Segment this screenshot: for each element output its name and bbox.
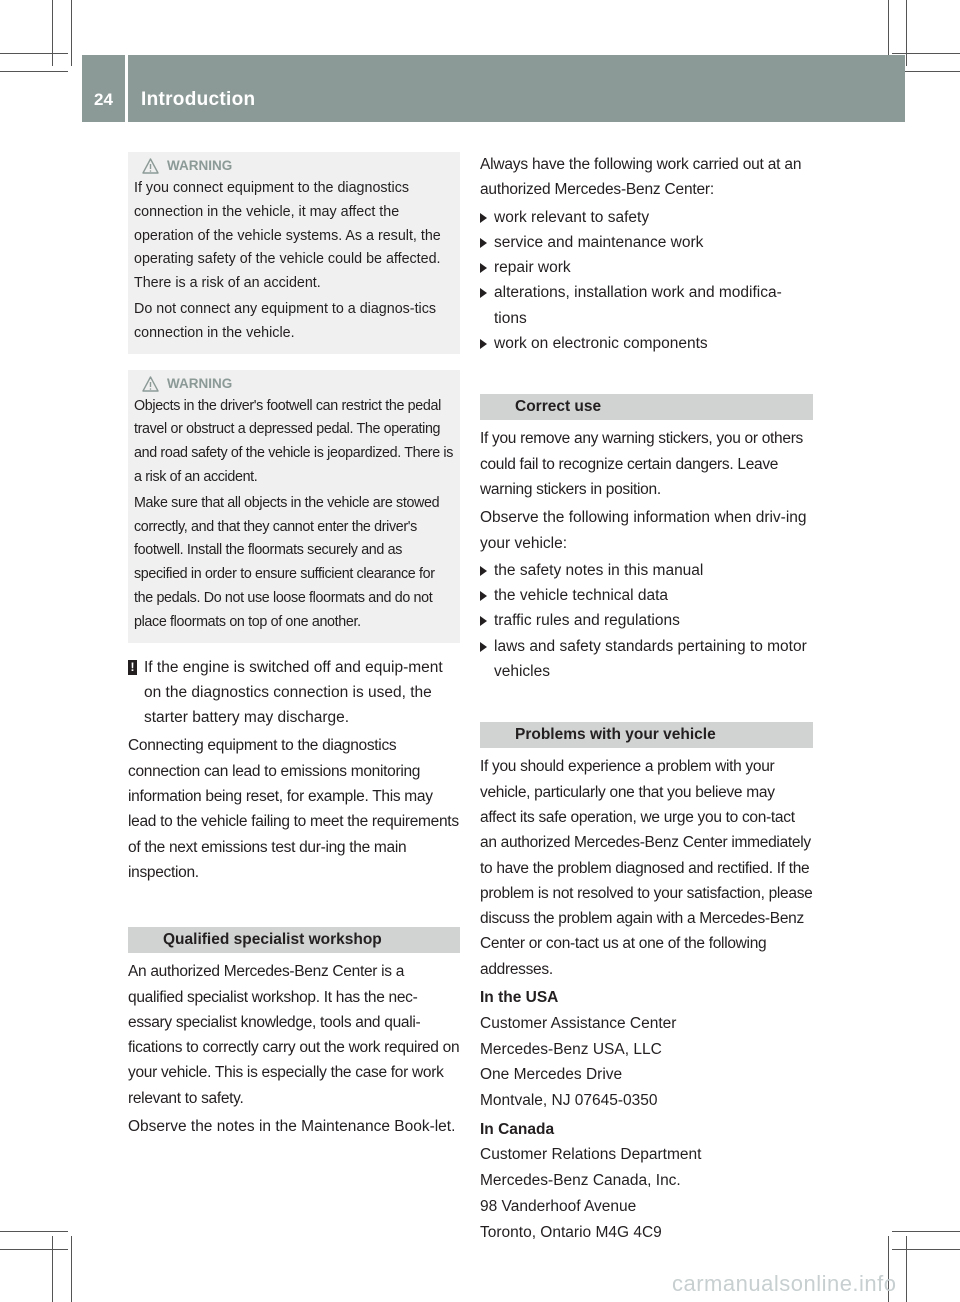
body-paragraph: If you remove any warning stickers, you or others could fail to recognize certain dangers. Leave warning stickers in position.: [480, 430, 804, 498]
list-item: work on electronic components: [480, 331, 813, 356]
crop-mark: [906, 1236, 907, 1302]
list-item: the safety notes in this manual: [480, 558, 813, 583]
crop-mark: [892, 53, 960, 54]
address-line: Toronto, Ontario M4G 4C9: [480, 1223, 662, 1241]
warning-title: [134, 155, 454, 177]
body-paragraph: Observe the following information when driv-ing your vehicle:: [480, 509, 807, 552]
section-heading: Problems with your vehicle: [480, 722, 813, 748]
page-number: 24: [94, 90, 113, 109]
warning-text: Objects in the driver's footwell can restrict the pedal travel or obstruct a depressed pedal. The operating and road safety of the vehicle is jeopardized. There is a risk of an accident.: [134, 397, 454, 485]
warning-box: [128, 370, 460, 643]
address-line: Montvale, NJ 07645-0350: [480, 1092, 658, 1110]
list-item: alterations, installation work and modifica-tions: [480, 280, 813, 331]
address-line: Customer Relations Department: [480, 1146, 702, 1164]
address-line: Mercedes-Benz USA, LLC: [480, 1040, 662, 1058]
address-heading: In the USA: [480, 989, 559, 1007]
bullet-list: [480, 205, 813, 357]
address-line: One Mercedes Drive: [480, 1066, 623, 1084]
crop-mark: [0, 53, 68, 54]
body-paragraph: Observe the notes in the Maintenance Book-let.: [128, 1118, 456, 1135]
crop-mark: [52, 0, 53, 66]
exclamation-icon: !: [128, 660, 137, 675]
address-heading: In Canada: [480, 1120, 555, 1138]
list-item: laws and safety standards pertaining to motor vehicles: [480, 634, 813, 685]
watermark: carmanualsonline.info: [672, 1271, 897, 1296]
list-item: the vehicle technical data: [480, 583, 813, 608]
warning-triangle-icon: [142, 376, 159, 392]
list-item: traffic rules and regulations: [480, 608, 813, 633]
page-title: Introduction: [141, 89, 256, 110]
crop-mark: [71, 1236, 72, 1302]
crop-mark: [0, 1231, 68, 1232]
warning-text: If you connect equipment to the diagnostics connection in the vehicle, it may affect the operation of the vehicle systems. As a result, the operating safety of the vehicle could be affected. There is a risk of an accident.: [134, 180, 441, 292]
warning-text: Do not connect any equipment to a diagnos-tics connection in the vehicle.: [134, 300, 437, 341]
body-paragraph: Always have the following work carried out at an authorized Mercedes-Benz Center:: [480, 156, 802, 199]
notice-text: If the engine is switched off and equip-ment on the diagnostics connection is used, the starter battery may discharge.: [144, 658, 443, 727]
warning-title-text: WARNING: [167, 375, 233, 391]
bullet-list: [480, 558, 813, 684]
section-heading: Qualified specialist workshop: [128, 927, 460, 953]
notice: [128, 655, 460, 731]
crop-mark: [0, 71, 68, 72]
address-line: 98 Vanderhoof Avenue: [480, 1197, 637, 1215]
warning-text: Make sure that all objects in the vehicle are stowed correctly, and that they cannot enter the driver's footwell. Install the floormats securely and as specified in order to ensure sufficient clearance for the pedals. Do not use loose floormats and do not place floormats on top of one another.: [134, 494, 440, 630]
warning-title: [134, 373, 454, 395]
crop-mark: [71, 0, 72, 66]
crop-mark: [52, 1236, 53, 1302]
left-column: [128, 152, 460, 1139]
section-heading: Correct use: [480, 394, 813, 420]
header-divider: [125, 55, 128, 122]
warning-triangle-icon: [142, 158, 159, 174]
address-line: Customer Assistance Center: [480, 1014, 677, 1032]
crop-mark: [892, 1231, 960, 1232]
list-item: work relevant to safety: [480, 205, 813, 230]
crop-mark: [892, 1249, 960, 1250]
body-paragraph: Connecting equipment to the diagnostics connection can lead to emissions monitoring information being reset, for example. This may lead to the vehicle failing to meet the requirements of the next emissions test dur-ing the main inspection.: [128, 737, 459, 881]
warning-box: [128, 152, 460, 354]
warning-title-text: WARNING: [167, 158, 233, 173]
list-item: repair work: [480, 255, 813, 280]
body-paragraph: An authorized Mercedes-Benz Center is a qualified specialist workshop. It has the nec-essary specialist knowledge, tools and quali-fications to correctly carry out the work required on your vehicle. This is especially the case for work relevant to safety.: [128, 963, 460, 1107]
address-line: Mercedes-Benz Canada, Inc.: [480, 1172, 681, 1190]
crop-mark: [906, 0, 907, 66]
body-paragraph: If you should experience a problem with your vehicle, particularly one that you believe may affect its safe operation, we urge you to con-tact an authorized Mercedes-Benz Center immediately to have the problem diagnosed and rectified. If the problem is not resolved to your satisfaction, please discuss the problem again with a Mercedes-Benz Center or con-tact us at one of the following addresses.: [480, 758, 813, 978]
list-item: service and maintenance work: [480, 230, 813, 255]
right-column: [480, 152, 813, 1245]
crop-mark: [0, 1249, 68, 1250]
